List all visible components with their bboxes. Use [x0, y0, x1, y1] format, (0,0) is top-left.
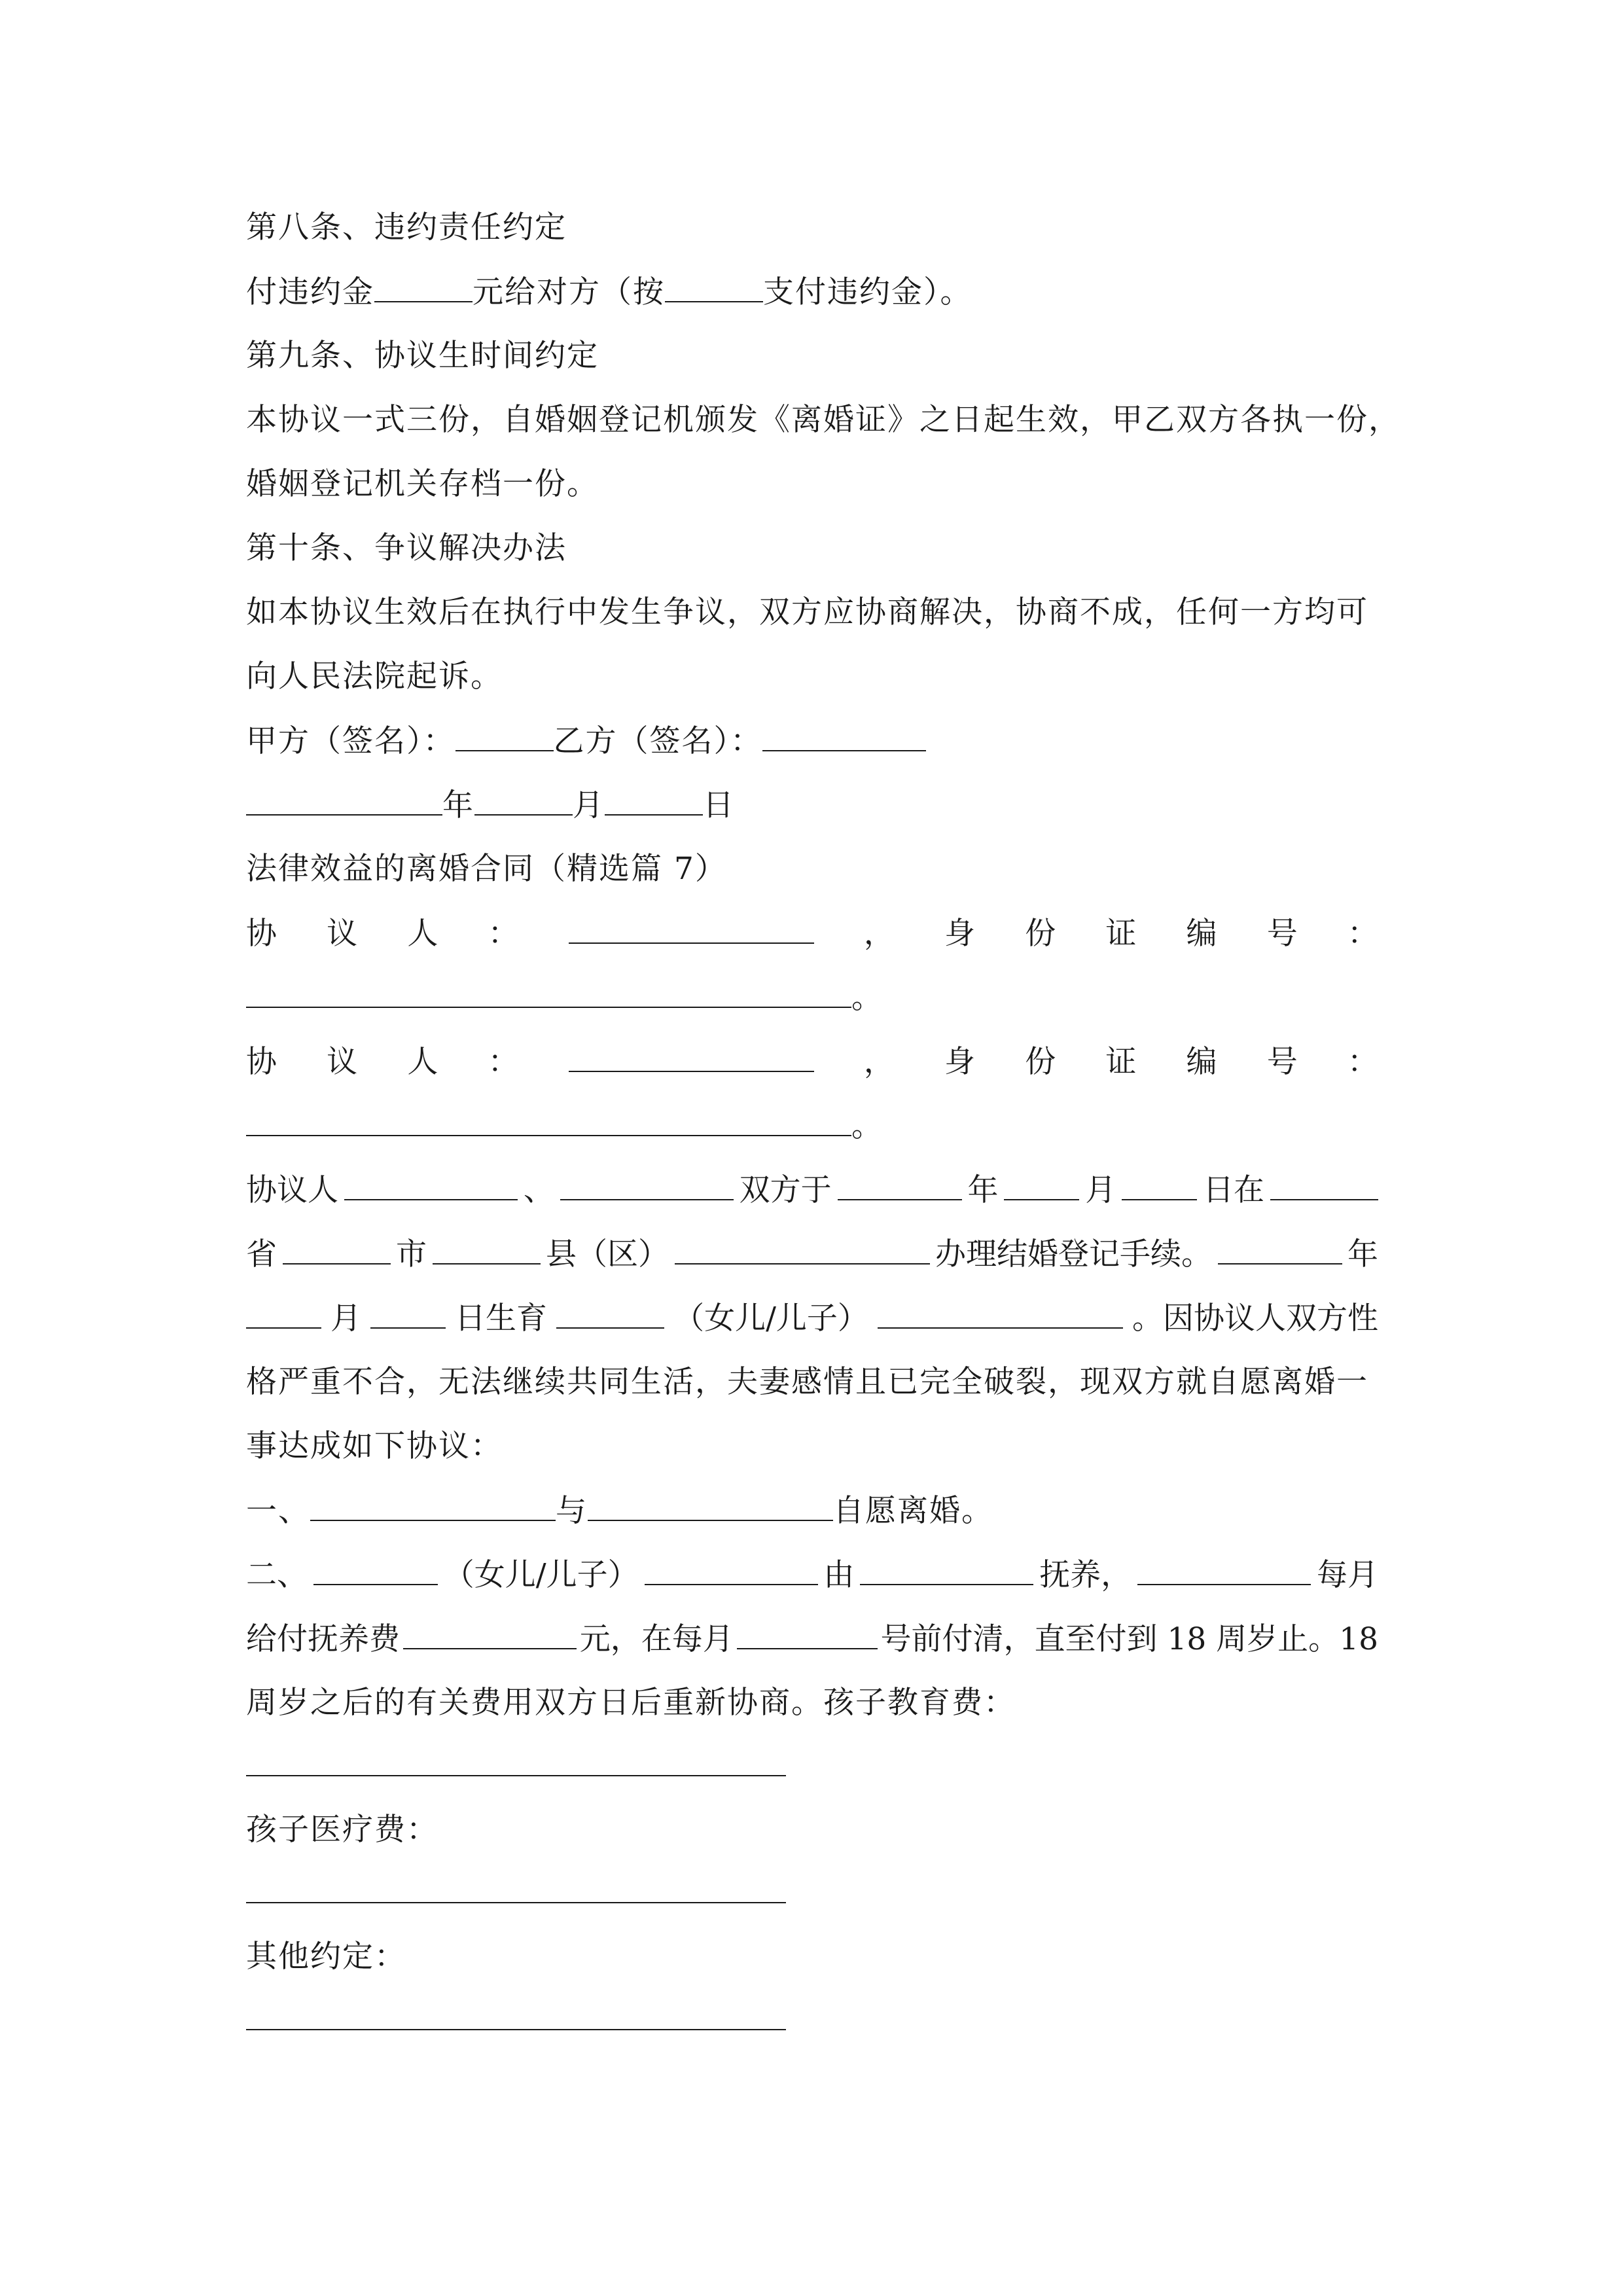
child-count-blank[interactable]: [556, 1299, 664, 1329]
other-terms-blank[interactable]: [246, 2029, 786, 2030]
char: 议: [327, 1044, 358, 1080]
medical-fee-label: 孩子医疗费：: [246, 1812, 438, 1848]
text: 元给对方（按: [473, 274, 665, 310]
item-2-child-blank[interactable]: [313, 1555, 438, 1585]
article-10-para-line-1: 如本协议生效后在执行中发生争议，双方应协商解决，协商不成，任何一方均可: [246, 594, 1368, 630]
text: 每月: [1316, 1557, 1378, 1593]
party-2-row: [246, 1042, 1378, 1082]
char: 身: [944, 916, 976, 952]
party-b-signature-blank[interactable]: [762, 721, 926, 751]
party-1-blank[interactable]: [344, 1170, 518, 1200]
marriage-year-blank[interactable]: [838, 1170, 962, 1200]
char: ：: [488, 916, 519, 952]
text: 元，在每月: [579, 1621, 734, 1657]
day-blank[interactable]: [605, 785, 703, 816]
marriage-line-1: [246, 1170, 1378, 1210]
text: 二、: [246, 1557, 308, 1593]
birth-day-blank[interactable]: [370, 1299, 446, 1329]
text: 与: [556, 1493, 588, 1529]
text: 日在: [1203, 1172, 1265, 1208]
marriage-month-blank[interactable]: [1004, 1170, 1079, 1200]
signature-line: [246, 721, 926, 761]
text: 县（区）: [546, 1236, 669, 1272]
penalty-basis-blank[interactable]: [665, 272, 763, 302]
char: ，: [863, 916, 895, 952]
text: （女儿/儿子）: [673, 1300, 868, 1336]
char: 证: [1105, 1044, 1137, 1080]
item-1-party-2-blank[interactable]: [588, 1491, 833, 1521]
payment-day-blank[interactable]: [737, 1619, 878, 1649]
char: 编: [1186, 916, 1217, 952]
text: 市: [396, 1236, 427, 1272]
party-2-id-line: [246, 1106, 883, 1146]
article-8-penalty-line: [246, 272, 972, 312]
char: ：: [1347, 916, 1378, 952]
text: 双方于: [739, 1172, 832, 1208]
support-amount-blank[interactable]: [403, 1619, 577, 1649]
item-1-line: [246, 1491, 993, 1531]
period: 。: [851, 980, 883, 1016]
party-2-id-blank[interactable]: [246, 1106, 851, 1136]
article-9-para-line-2: 婚姻登记机关存档一份。: [246, 466, 599, 502]
char: ：: [488, 1044, 519, 1080]
marriage-place-blank[interactable]: [1270, 1170, 1378, 1200]
char: 份: [1025, 916, 1056, 952]
text: 。因协议人双方性: [1132, 1300, 1378, 1336]
party-1-name-blank[interactable]: [569, 914, 814, 944]
char: ：: [1347, 1044, 1378, 1080]
month-label: 月: [573, 787, 605, 823]
text: 协议人: [246, 1172, 338, 1208]
section-title: 法律效益的离婚合同（精选篇 7）: [246, 851, 727, 887]
item-2-child-name-blank[interactable]: [645, 1555, 818, 1585]
text: 年: [967, 1172, 999, 1208]
birth-year-blank[interactable]: [1218, 1234, 1342, 1265]
county-blank[interactable]: [675, 1234, 930, 1265]
text: 给付抚养费: [246, 1621, 400, 1657]
text: 办理结婚登记手续。: [935, 1236, 1212, 1272]
char: 编: [1186, 1044, 1217, 1080]
child-name-blank[interactable]: [878, 1299, 1123, 1329]
city-blank[interactable]: [433, 1234, 541, 1265]
year-label: 年: [442, 787, 474, 823]
text: 号前付清，直至付到 18 周岁止。18: [880, 1621, 1378, 1657]
article-10-para-line-2: 向人民法院起诉。: [246, 658, 503, 694]
party-a-signature-blank[interactable]: [455, 721, 554, 751]
text: 日生育: [455, 1300, 548, 1336]
item-2-line-3: 周岁之后的有关费用双方日后重新协商。孩子教育费：: [246, 1685, 1016, 1721]
char: 份: [1025, 1044, 1056, 1080]
province-blank[interactable]: [283, 1234, 391, 1265]
text: （女儿/儿子）: [443, 1557, 639, 1593]
text: 自愿离婚。: [833, 1493, 993, 1529]
party-1-id-blank[interactable]: [246, 978, 851, 1008]
char: 号: [1266, 1044, 1298, 1080]
char: ，: [863, 1044, 895, 1080]
article-10-heading: 第十条、争议解决办法: [246, 530, 567, 566]
text: 一、: [246, 1493, 310, 1529]
party-a-label: 甲方（签名）：: [246, 723, 455, 759]
penalty-amount-blank[interactable]: [374, 272, 473, 302]
char: 人: [407, 916, 438, 952]
text: 月: [1085, 1172, 1116, 1208]
article-9-para-line-1: 本协议一式三份，自婚姻登记机颁发《离婚证》之日起生效，甲乙双方各执一份，: [246, 402, 1400, 438]
text: 年: [1347, 1236, 1378, 1272]
text: 支付违约金）。: [763, 274, 972, 310]
char: 人: [407, 1044, 438, 1080]
text: 月: [330, 1300, 362, 1336]
text: 付违约金: [246, 274, 374, 310]
other-terms-label: 其他约定：: [246, 1939, 406, 1975]
date-line: [246, 785, 735, 825]
item-2-payer-blank[interactable]: [1137, 1555, 1311, 1585]
party-1-id-line: [246, 978, 883, 1018]
day-label: 日: [703, 787, 735, 823]
marriage-day-blank[interactable]: [1122, 1170, 1197, 1200]
marriage-line-2: [246, 1234, 1378, 1274]
char: 号: [1266, 916, 1298, 952]
medical-fee-blank[interactable]: [246, 1902, 786, 1903]
item-1-party-1-blank[interactable]: [310, 1491, 556, 1521]
education-fee-blank[interactable]: [246, 1775, 786, 1776]
text: 由: [823, 1557, 855, 1593]
marriage-line-5: 事达成如下协议：: [246, 1428, 503, 1464]
char: 证: [1105, 916, 1137, 952]
article-8-heading: 第八条、违约责任约定: [246, 209, 567, 245]
party-b-label: 乙方（签名）：: [553, 723, 762, 759]
party-2-blank[interactable]: [560, 1170, 734, 1200]
marriage-line-4: 格严重不合，无法继续共同生活，夫妻感情且已完全破裂，现双方就自愿离婚一: [246, 1364, 1368, 1400]
char: 协: [246, 1044, 277, 1080]
year-blank[interactable]: [246, 785, 442, 816]
text: 省: [246, 1236, 277, 1272]
party-2-name-blank[interactable]: [569, 1042, 814, 1072]
char: 议: [327, 916, 358, 952]
item-2-custodian-blank[interactable]: [860, 1555, 1033, 1585]
item-2-line-2: [246, 1619, 1378, 1659]
marriage-line-3: [246, 1299, 1378, 1338]
party-1-row: [246, 914, 1378, 954]
item-2-line-1: [246, 1555, 1378, 1595]
char: 身: [944, 1044, 976, 1080]
month-blank[interactable]: [474, 785, 573, 816]
birth-month-blank[interactable]: [246, 1299, 321, 1329]
period: 。: [851, 1108, 883, 1144]
article-9-heading: 第九条、协议生时间约定: [246, 338, 599, 374]
text: 、: [523, 1172, 554, 1208]
char: 协: [246, 916, 277, 952]
text: 抚养，: [1039, 1557, 1132, 1593]
